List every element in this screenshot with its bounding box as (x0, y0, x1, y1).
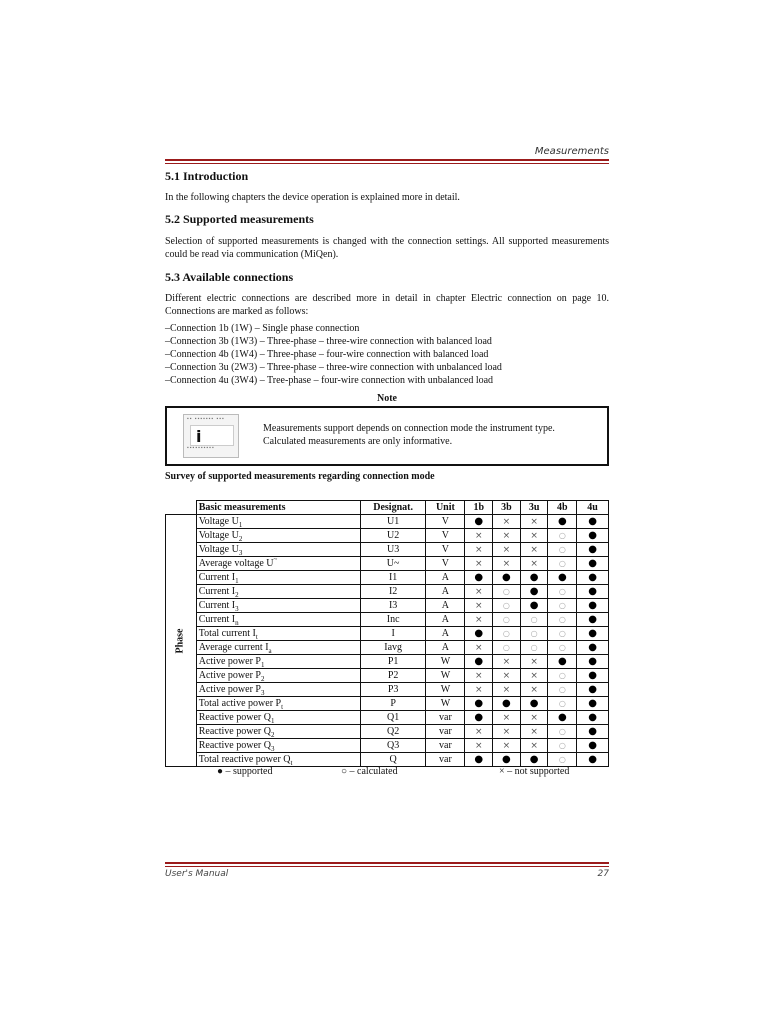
section-1-title: 5.1 Introduction (165, 169, 249, 183)
supported-dot-icon: ● (493, 697, 521, 711)
supported-dot-icon: ● (577, 753, 609, 767)
supported-dot-icon: ● (577, 725, 609, 739)
legend-supported: ● – supported (217, 766, 273, 777)
measurement-name: Current $I_n$ (196, 613, 360, 627)
header-4u: 4u (577, 501, 609, 515)
calculated-circle-icon: ○ (520, 613, 548, 627)
measurement-name: Active power $P_2$ (196, 669, 360, 683)
header-unit: Unit (426, 501, 465, 515)
measurement-name: Average voltage U~ (196, 557, 360, 571)
header-designation: Designat. (360, 501, 426, 515)
not-supported-cross-icon: × (465, 725, 493, 739)
measurement-name: Current $I_3$ (196, 599, 360, 613)
header-rule (165, 159, 609, 161)
supported-dot-icon: ● (520, 599, 548, 613)
not-supported-cross-icon: × (493, 711, 521, 725)
calculated-circle-icon: ○ (548, 543, 577, 557)
supported-dot-icon: ● (548, 655, 577, 669)
section-2-text: Selection of supported measurements is changed with the connection settings. All supported measurements could be read via communication (MiQen). (165, 236, 609, 260)
designation-cell: Q (360, 753, 426, 767)
not-supported-cross-icon: × (465, 585, 493, 599)
supported-dot-icon: ● (577, 571, 609, 585)
supported-dot-icon: ● (493, 571, 521, 585)
footer-rule (165, 862, 609, 864)
not-supported-cross-icon: × (465, 529, 493, 543)
calculated-circle-icon: ○ (548, 627, 577, 641)
note-title: Note (377, 393, 397, 404)
designation-cell: Q1 (360, 711, 426, 725)
measurement-name: Active power $P_1$ (196, 655, 360, 669)
footer-page-number: 27 (597, 869, 609, 879)
table-row (166, 599, 609, 613)
header-3b: 3b (493, 501, 521, 515)
table-row (166, 585, 609, 599)
table-row (166, 613, 609, 627)
supported-dot-icon: ● (493, 753, 521, 767)
supported-dot-icon: ● (577, 543, 609, 557)
not-supported-cross-icon: × (520, 669, 548, 683)
calculated-circle-icon: ○ (548, 585, 577, 599)
connection-item: –Connection 1b (1W) – Single phase connection (165, 323, 360, 334)
supported-dot-icon: ● (577, 697, 609, 711)
table-row (166, 655, 609, 669)
table-header-row (166, 501, 609, 515)
table-row (166, 753, 609, 767)
table-row (166, 557, 609, 571)
supported-dot-icon: ● (465, 655, 493, 669)
calculated-circle-icon: ○ (548, 529, 577, 543)
table-row (166, 669, 609, 683)
calculated-circle-icon: ○ (493, 599, 521, 613)
calculated-circle-icon: ○ (548, 697, 577, 711)
table-row (166, 683, 609, 697)
calculated-circle-icon: ○ (548, 753, 577, 767)
calculated-circle-icon: ○ (493, 613, 521, 627)
measurement-name: Total reactive power $Q_t$ (196, 753, 360, 767)
measurement-name: Total current $I_t$ (196, 627, 360, 641)
supported-dot-icon: ● (520, 697, 548, 711)
designation-cell: U2 (360, 529, 426, 543)
measurement-name: Current $I_2$ (196, 585, 360, 599)
supported-dot-icon: ● (548, 711, 577, 725)
unit-cell: A (426, 627, 465, 641)
measurement-name: Voltage $U_3$ (196, 543, 360, 557)
supported-dot-icon: ● (577, 529, 609, 543)
designation-cell: I1 (360, 571, 426, 585)
survey-title: Survey of supported measurements regarding connection mode (165, 471, 435, 482)
table-row (166, 529, 609, 543)
connection-item: –Connection 3u (2W3) – Three-phase – three-wire connection with unbalanced load (165, 362, 502, 373)
unit-cell: W (426, 655, 465, 669)
section-3-title: 5.3 Available connections (165, 270, 294, 284)
supported-dot-icon: ● (577, 669, 609, 683)
supported-dot-icon: ● (577, 599, 609, 613)
unit-cell: var (426, 725, 465, 739)
supported-dot-icon: ● (577, 739, 609, 753)
calculated-circle-icon: ○ (548, 599, 577, 613)
unit-cell: A (426, 599, 465, 613)
not-supported-cross-icon: × (520, 557, 548, 571)
not-supported-cross-icon: × (493, 515, 521, 529)
not-supported-cross-icon: × (465, 613, 493, 627)
header-title: Measurements (534, 146, 609, 157)
calculated-circle-icon: ○ (493, 641, 521, 655)
designation-cell: Inc (360, 613, 426, 627)
not-supported-cross-icon: × (465, 683, 493, 697)
supported-dot-icon: ● (577, 641, 609, 655)
unit-cell: A (426, 585, 465, 599)
designation-cell: I (360, 627, 426, 641)
section-3-text: Different electric connections are described more in detail in chapter Electric connection on page 10. Connections are marked as follows: (165, 293, 609, 317)
supported-dot-icon: ● (465, 627, 493, 641)
calculated-circle-icon: ○ (548, 739, 577, 753)
measurement-name: Voltage $U_1$ (196, 515, 360, 529)
legend-not-supported: × – not supported (499, 766, 570, 777)
not-supported-cross-icon: × (465, 543, 493, 557)
footer-rule-thin (165, 866, 609, 867)
calculated-circle-icon: ○ (548, 557, 577, 571)
calculated-circle-icon: ○ (520, 641, 548, 655)
measurement-name: Active power $P_3$ (196, 683, 360, 697)
not-supported-cross-icon: × (465, 641, 493, 655)
connection-item: –Connection 3b (1W3) – Three-phase – three-wire connection with balanced load (165, 336, 492, 347)
supported-dot-icon: ● (465, 515, 493, 529)
not-supported-cross-icon: × (520, 739, 548, 753)
unit-cell: W (426, 683, 465, 697)
note-line: Calculated measurements are only informative. (263, 436, 453, 447)
legend-calculated: ○ – calculated (341, 766, 398, 777)
calculated-circle-icon: ○ (548, 669, 577, 683)
supported-dot-icon: ● (577, 613, 609, 627)
unit-cell: var (426, 739, 465, 753)
calculated-circle-icon: ○ (520, 627, 548, 641)
unit-cell: var (426, 753, 465, 767)
not-supported-cross-icon: × (520, 655, 548, 669)
unit-cell: A (426, 613, 465, 627)
header-4b: 4b (548, 501, 577, 515)
measurements-table (165, 500, 609, 767)
calculated-circle-icon: ○ (493, 627, 521, 641)
designation-cell: P2 (360, 669, 426, 683)
measurement-name: Current $I_1$ (196, 571, 360, 585)
supported-dot-icon: ● (465, 697, 493, 711)
not-supported-cross-icon: × (520, 711, 548, 725)
table-row (166, 697, 609, 711)
unit-cell: V (426, 543, 465, 557)
calculated-circle-icon: ○ (493, 585, 521, 599)
unit-cell: A (426, 571, 465, 585)
calculated-circle-icon: ○ (548, 683, 577, 697)
not-supported-cross-icon: × (520, 529, 548, 543)
designation-cell: P3 (360, 683, 426, 697)
unit-cell: W (426, 669, 465, 683)
measurement-name: Reactive power $Q_1$ (196, 711, 360, 725)
not-supported-cross-icon: × (493, 529, 521, 543)
calculated-circle-icon: ○ (548, 613, 577, 627)
designation-cell: Q2 (360, 725, 426, 739)
header-basic-measurements: Basic measurements (196, 501, 360, 515)
calculated-circle-icon: ○ (548, 641, 577, 655)
not-supported-cross-icon: × (465, 669, 493, 683)
unit-cell: V (426, 529, 465, 543)
table-row (166, 725, 609, 739)
info-icon: ▪▪ ▪▪▪▪▪▪▪ ▪▪▪ i ▪▪▪▪▪▪▪▪▪▪ (183, 414, 239, 458)
table-row (166, 711, 609, 725)
not-supported-cross-icon: × (493, 683, 521, 697)
supported-dot-icon: ● (520, 585, 548, 599)
designation-cell: Q3 (360, 739, 426, 753)
not-supported-cross-icon: × (465, 739, 493, 753)
header-1b: 1b (465, 501, 493, 515)
section-1-text: In the following chapters the device operation is explained more in detail. (165, 192, 460, 203)
phase-group-label: Phase (166, 515, 197, 767)
table-row (166, 515, 609, 529)
connection-item: –Connection 4u (3W4) – Tree-phase – four-wire connection with unbalanced load (165, 375, 494, 386)
supported-dot-icon: ● (577, 655, 609, 669)
supported-dot-icon: ● (520, 571, 548, 585)
supported-dot-icon: ● (465, 571, 493, 585)
not-supported-cross-icon: × (493, 725, 521, 739)
header-rule-thin (165, 163, 609, 164)
note-line: Measurements support depends on connection mode the instrument type. (263, 423, 555, 434)
unit-cell: var (426, 711, 465, 725)
not-supported-cross-icon: × (493, 557, 521, 571)
table-row (166, 627, 609, 641)
not-supported-cross-icon: × (493, 739, 521, 753)
designation-cell: I3 (360, 599, 426, 613)
table-row (166, 543, 609, 557)
measurement-name: Reactive power $Q_2$ (196, 725, 360, 739)
designation-cell: I2 (360, 585, 426, 599)
supported-dot-icon: ● (577, 683, 609, 697)
supported-dot-icon: ● (548, 515, 577, 529)
not-supported-cross-icon: × (520, 515, 548, 529)
note-text (263, 422, 555, 448)
table-row (166, 571, 609, 585)
not-supported-cross-icon: × (465, 557, 493, 571)
not-supported-cross-icon: × (520, 683, 548, 697)
designation-cell: U3 (360, 543, 426, 557)
designation-cell: U~ (360, 557, 426, 571)
measurement-name: Reactive power $Q_3$ (196, 739, 360, 753)
supported-dot-icon: ● (577, 557, 609, 571)
designation-cell: U1 (360, 515, 426, 529)
designation-cell: P1 (360, 655, 426, 669)
designation-cell: P (360, 697, 426, 711)
not-supported-cross-icon: × (493, 655, 521, 669)
unit-cell: V (426, 515, 465, 529)
calculated-circle-icon: ○ (548, 725, 577, 739)
table-row (166, 641, 609, 655)
measurement-name: Average current $I_a$ (196, 641, 360, 655)
footer-manual-title: User's Manual (165, 869, 229, 879)
not-supported-cross-icon: × (520, 725, 548, 739)
supported-dot-icon: ● (577, 627, 609, 641)
unit-cell: V (426, 557, 465, 571)
connection-list (165, 322, 502, 387)
unit-cell: W (426, 697, 465, 711)
note-box (165, 406, 609, 466)
supported-dot-icon: ● (520, 753, 548, 767)
header-3u: 3u (520, 501, 548, 515)
measurement-name: Voltage $U_2$ (196, 529, 360, 543)
not-supported-cross-icon: × (520, 543, 548, 557)
table-row (166, 739, 609, 753)
connection-item: –Connection 4b (1W4) – Three-phase – four-wire connection with balanced load (165, 349, 489, 360)
measurement-name: Total active power $P_t$ (196, 697, 360, 711)
section-2-title: 5.2 Supported measurements (165, 212, 314, 226)
not-supported-cross-icon: × (493, 669, 521, 683)
not-supported-cross-icon: × (493, 543, 521, 557)
supported-dot-icon: ● (465, 711, 493, 725)
designation-cell: Iavg (360, 641, 426, 655)
not-supported-cross-icon: × (465, 599, 493, 613)
supported-dot-icon: ● (577, 711, 609, 725)
table-body (166, 515, 609, 767)
supported-dot-icon: ● (577, 515, 609, 529)
supported-dot-icon: ● (548, 571, 577, 585)
unit-cell: A (426, 641, 465, 655)
supported-dot-icon: ● (577, 585, 609, 599)
supported-dot-icon: ● (465, 753, 493, 767)
